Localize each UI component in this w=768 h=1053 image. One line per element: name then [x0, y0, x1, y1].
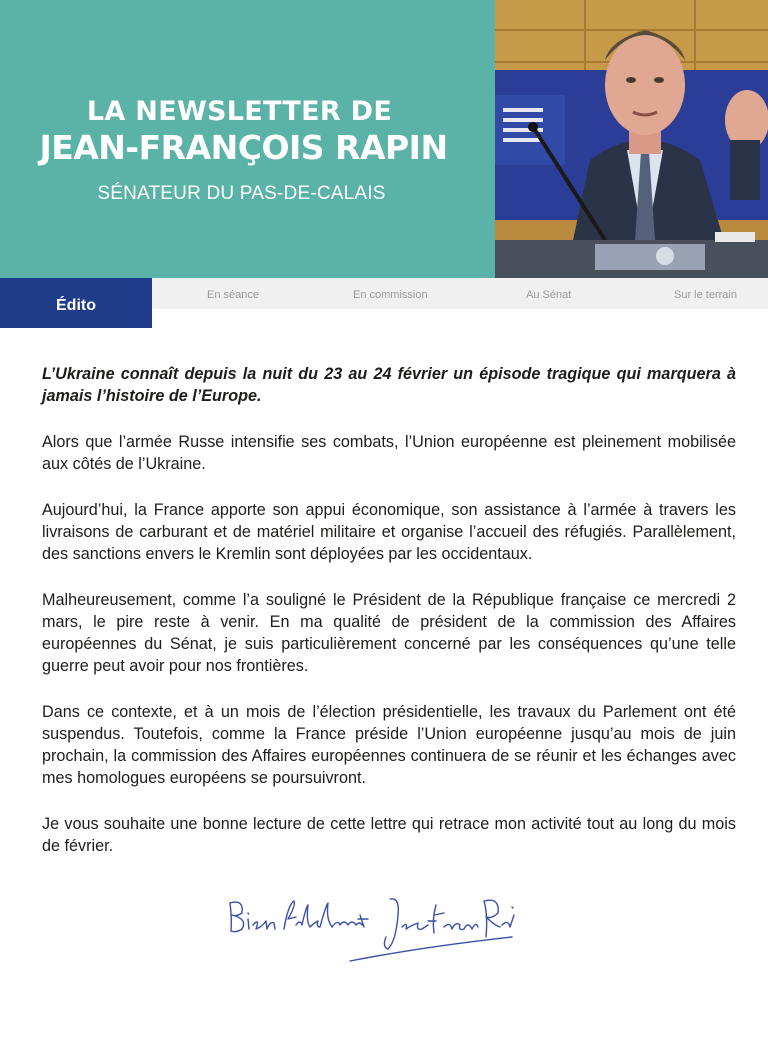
edito-paragraph: Dans ce contexte, et à un mois de l’élection présidentielle, les travaux du Parlement ont été suspendus. Toutefois, comme la France préside l’Union européenne jusqu’au mois de juin prochain, la commission des Affaires européennes continuera de se réunir et les échanges avec mes homologues européens se poursuivront.	[42, 703, 736, 787]
tab-au-senat[interactable]: Au Sénat	[526, 289, 572, 301]
edito-paragraph: Aujourd’hui, la France apporte son appui économique, son assistance à l’armée à travers les livraisons de carburant et de matériel militaire et organise l’accueil des réfugiés. Parallèlement, des sanctions envers le Kremlin sont déployées par les occidentaux.	[42, 501, 736, 563]
senator-photo	[495, 0, 768, 278]
tab-sur-le-terrain[interactable]: Sur le terrain	[674, 289, 737, 301]
tab-edito[interactable]: Édito	[0, 278, 152, 328]
section-nav	[0, 278, 768, 328]
header	[0, 0, 768, 278]
newsletter-title-line1: LA NEWSLETTER DE	[86, 96, 393, 127]
edito-paragraph: Je vous souhaite une bonne lecture de cette lettre qui retrace mon activité tout au long du mois de février.	[42, 815, 736, 855]
edito-paragraph: Malheureusement, comme l’a souligné le Président de la République française ce mercredi 2 mars, le pire reste à venir. En ma qualité de président de la commission des Affaires européennes du Sénat, je suis particulièrement concerné par les conséquences qu’une telle guerre peut avoir pour nos frontières.	[42, 591, 736, 675]
handwritten-signature	[222, 885, 522, 965]
newsletter-title-line2: JEAN-FRANÇOIS RAPIN	[39, 128, 448, 167]
edito-paragraph: Alors que l’armée Russe intensifie ses combats, l’Union européenne est pleinement mobilisée aux côtés de l’Ukraine.	[42, 433, 736, 473]
header-banner	[0, 0, 495, 278]
tab-en-seance[interactable]: En séance	[207, 289, 259, 301]
edito-content	[42, 363, 736, 881]
edito-lead-paragraph: L’Ukraine connaît depuis la nuit du 23 au 24 février un épisode tragique qui marquera à jamais l’histoire de l’Europe.	[42, 365, 736, 405]
newsletter-subtitle: SÉNATEUR DU PAS-DE-CALAIS	[97, 183, 386, 204]
senator-photo-illustration	[495, 0, 768, 278]
tab-en-commission[interactable]: En commission	[353, 289, 428, 301]
signature-icon	[222, 885, 522, 965]
